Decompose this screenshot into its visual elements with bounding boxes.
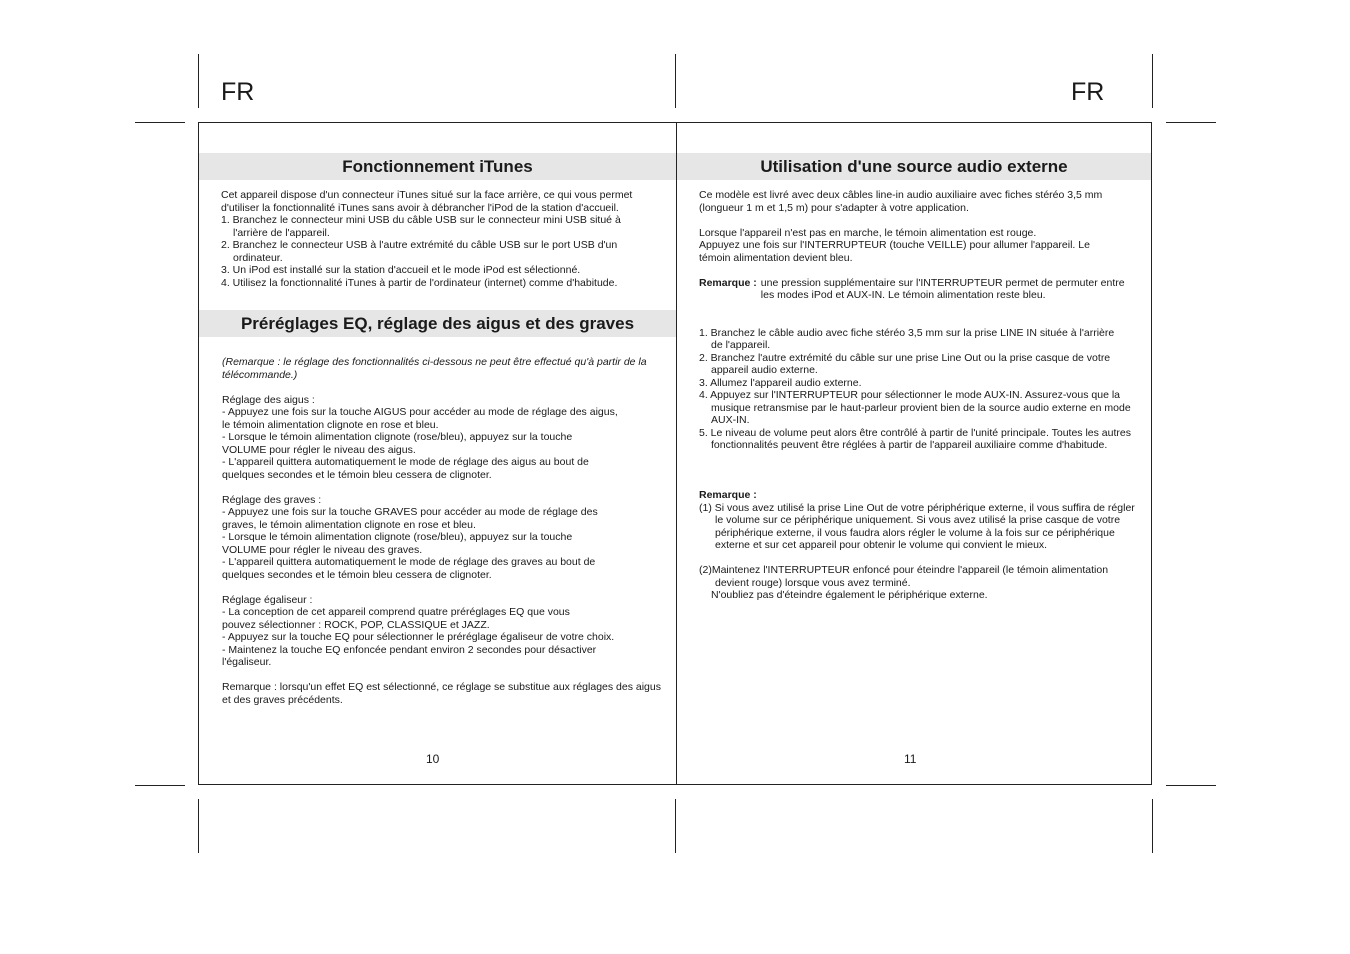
list-item: - La conception de cet appareil comprend quatre préréglages EQ que vous pouvez sélectionner : ROCK, POP, CLASSIQUE et JAZZ. [222,606,570,631]
list-item: 1. Branchez le câble audio avec fiche stéréo 3,5 mm sur la prise LINE IN située à l'arrière de l'appareil. [699,326,1115,351]
list-item: 2. Branchez le connecteur USB à l'autre extrémité du câble USB sur le port USB d'un ordinateur. [221,239,618,264]
list-item: - Maintenez la touche EQ enfoncée pendant environ 2 secondes pour désactiver l'égaliseur. [222,643,597,668]
eq-final-note: Remarque : lorsqu'un effet EQ est sélectionné, ce réglage se substitue aux réglages des aigus et des graves précédents. [222,681,661,706]
list-item: 4. Utilisez la fonctionnalité iTunes à partir de l'ordinateur (internet) comme d'habitude. [221,276,618,289]
power-on-instruction: Appuyez une fois sur l'INTERRUPTEUR (touche VEILLE) pour allumer l'appareil. Le témoin alimentation devient bleu. [699,239,1090,264]
list-item: 4. Appuyez sur l'INTERRUPTEUR pour sélectionner le mode AUX-IN. Assurez-vous que la musique retransmise par le haut-parleur provient bien de la source audio externe en mode AUX-IN. [699,389,1131,426]
page-number-left: 10 [426,752,440,766]
section-title-itunes: Fonctionnement iTunes [199,153,676,180]
list-item: - Appuyez sur la touche EQ pour sélectionner le préréglage égaliseur de votre choix. [222,631,615,643]
page-divider [676,122,677,785]
language-label-left: FR [221,78,255,106]
list-item: 3. Allumez l'appareil audio externe. [699,376,862,389]
power-status: Lorsque l'appareil n'est pas en marche, le témoin alimentation est rouge. [699,226,1037,239]
section-title-eq: Préréglages EQ, réglage des aigus et des graves [199,310,676,337]
crop-mark [135,122,185,123]
external-intro: Ce modèle est livré avec deux câbles line-in audio auxiliaire avec fiches stéréo 3,5 mm (longueur 1 m et 1,5 m) pour s'adapter à votre application. [699,189,1103,214]
eq-heading: Réglage égaliseur : [222,593,313,606]
crop-mark [198,54,199,108]
crop-mark [675,799,676,853]
crop-mark [1166,122,1216,123]
page-number-right: 11 [904,752,917,766]
list-item: - Appuyez une fois sur la touche AIGUS pour accéder au mode de réglage des aigus, le témoin alimentation clignote en rose et bleu. [222,406,618,431]
list-item: 2. Branchez l'autre extrémité du câble sur une prise Line Out ou la prise casque de votre appareil audio externe. [699,351,1111,376]
eq-body [222,356,664,706]
treble-heading: Réglage des aigus : [222,393,315,406]
crop-mark [198,799,199,853]
crop-mark [1152,54,1153,108]
remark-text: une pression supplémentaire sur l'INTERRUPTEUR permet de permuter entre les modes iPod et AUX-IN. Le témoin alimentation reste bleu. [760,276,1125,301]
remark2-label: Remarque : [699,489,757,501]
list-item: 1. Branchez le connecteur mini USB du câble USB sur le connecteur mini USB situé à l'arrière de l'appareil. [221,214,621,239]
list-item: (1) Si vous avez utilisé la prise Line Out de votre périphérique externe, il vous suffira de régler le volume sur ce périphérique uniquement. Si vous avez utilisé la prise casque de votre périphérique externe, il vous faudra alors régler le volume à la fois sur ce périphérique externe et sur cet appareil pour obtenir le volume qui convient le mieux. [699,501,1135,551]
remark2-tail: N'oubliez pas d'éteindre également le périphérique externe. [711,589,988,601]
list-item: - Lorsque le témoin alimentation clignote (rose/bleu), appuyez sur la touche VOLUME pour régler le niveau des aigus. [222,431,573,456]
list-item: 5. Le niveau de volume peut alors être contrôlé à partir de l'unité principale. Toutes les autres fonctionnalités peuvent être réglées à partir de l'appareil auxiliaire comme d'habitude. [699,426,1131,451]
crop-mark [675,54,676,108]
language-label-right: FR [1071,78,1105,106]
list-item: - L'appareil quittera automatiquement le mode de réglage des graves au bout de quelques secondes et le témoin bleu cessera de clignoter. [222,556,596,581]
list-item: - L'appareil quittera automatiquement le mode de réglage des aigus au bout de quelques secondes et le témoin bleu cessera de clignoter. [222,456,589,481]
crop-mark [1166,785,1216,786]
itunes-body [221,189,653,289]
itunes-intro: Cet appareil dispose d'un connecteur iTunes situé sur la face arrière, ce qui vous permet d'utiliser la fonctionnalité iTunes sans avoir à débrancher l'iPod de la station d'accueil. [221,189,633,214]
external-audio-body [699,189,1139,602]
list-item: 3. Un iPod est installé sur la station d'accueil et le mode iPod est sélectionné. [221,264,581,276]
list-item: (2)Maintenez l'INTERRUPTEUR enfoncé pour éteindre l'appareil (le témoin alimentation devient rouge) lorsque vous avez terminé. [699,564,1109,589]
eq-note: (Remarque : le réglage des fonctionnalités ci-dessous ne peut être effectué qu'à partir de la télécommande.) [222,356,647,381]
crop-mark [1152,799,1153,853]
bass-heading: Réglage des graves : [222,493,322,506]
remark-label: Remarque : [699,276,757,289]
remark [699,277,1139,302]
crop-mark [135,785,185,786]
list-item: - Appuyez une fois sur la touche GRAVES pour accéder au mode de réglage des graves, le témoin alimentation clignote en rose et bleu. [222,506,598,531]
section-title-external-audio: Utilisation d'une source audio externe [677,153,1151,180]
list-item: - Lorsque le témoin alimentation clignote (rose/bleu), appuyez sur la touche VOLUME pour régler le niveau des graves. [222,531,573,556]
